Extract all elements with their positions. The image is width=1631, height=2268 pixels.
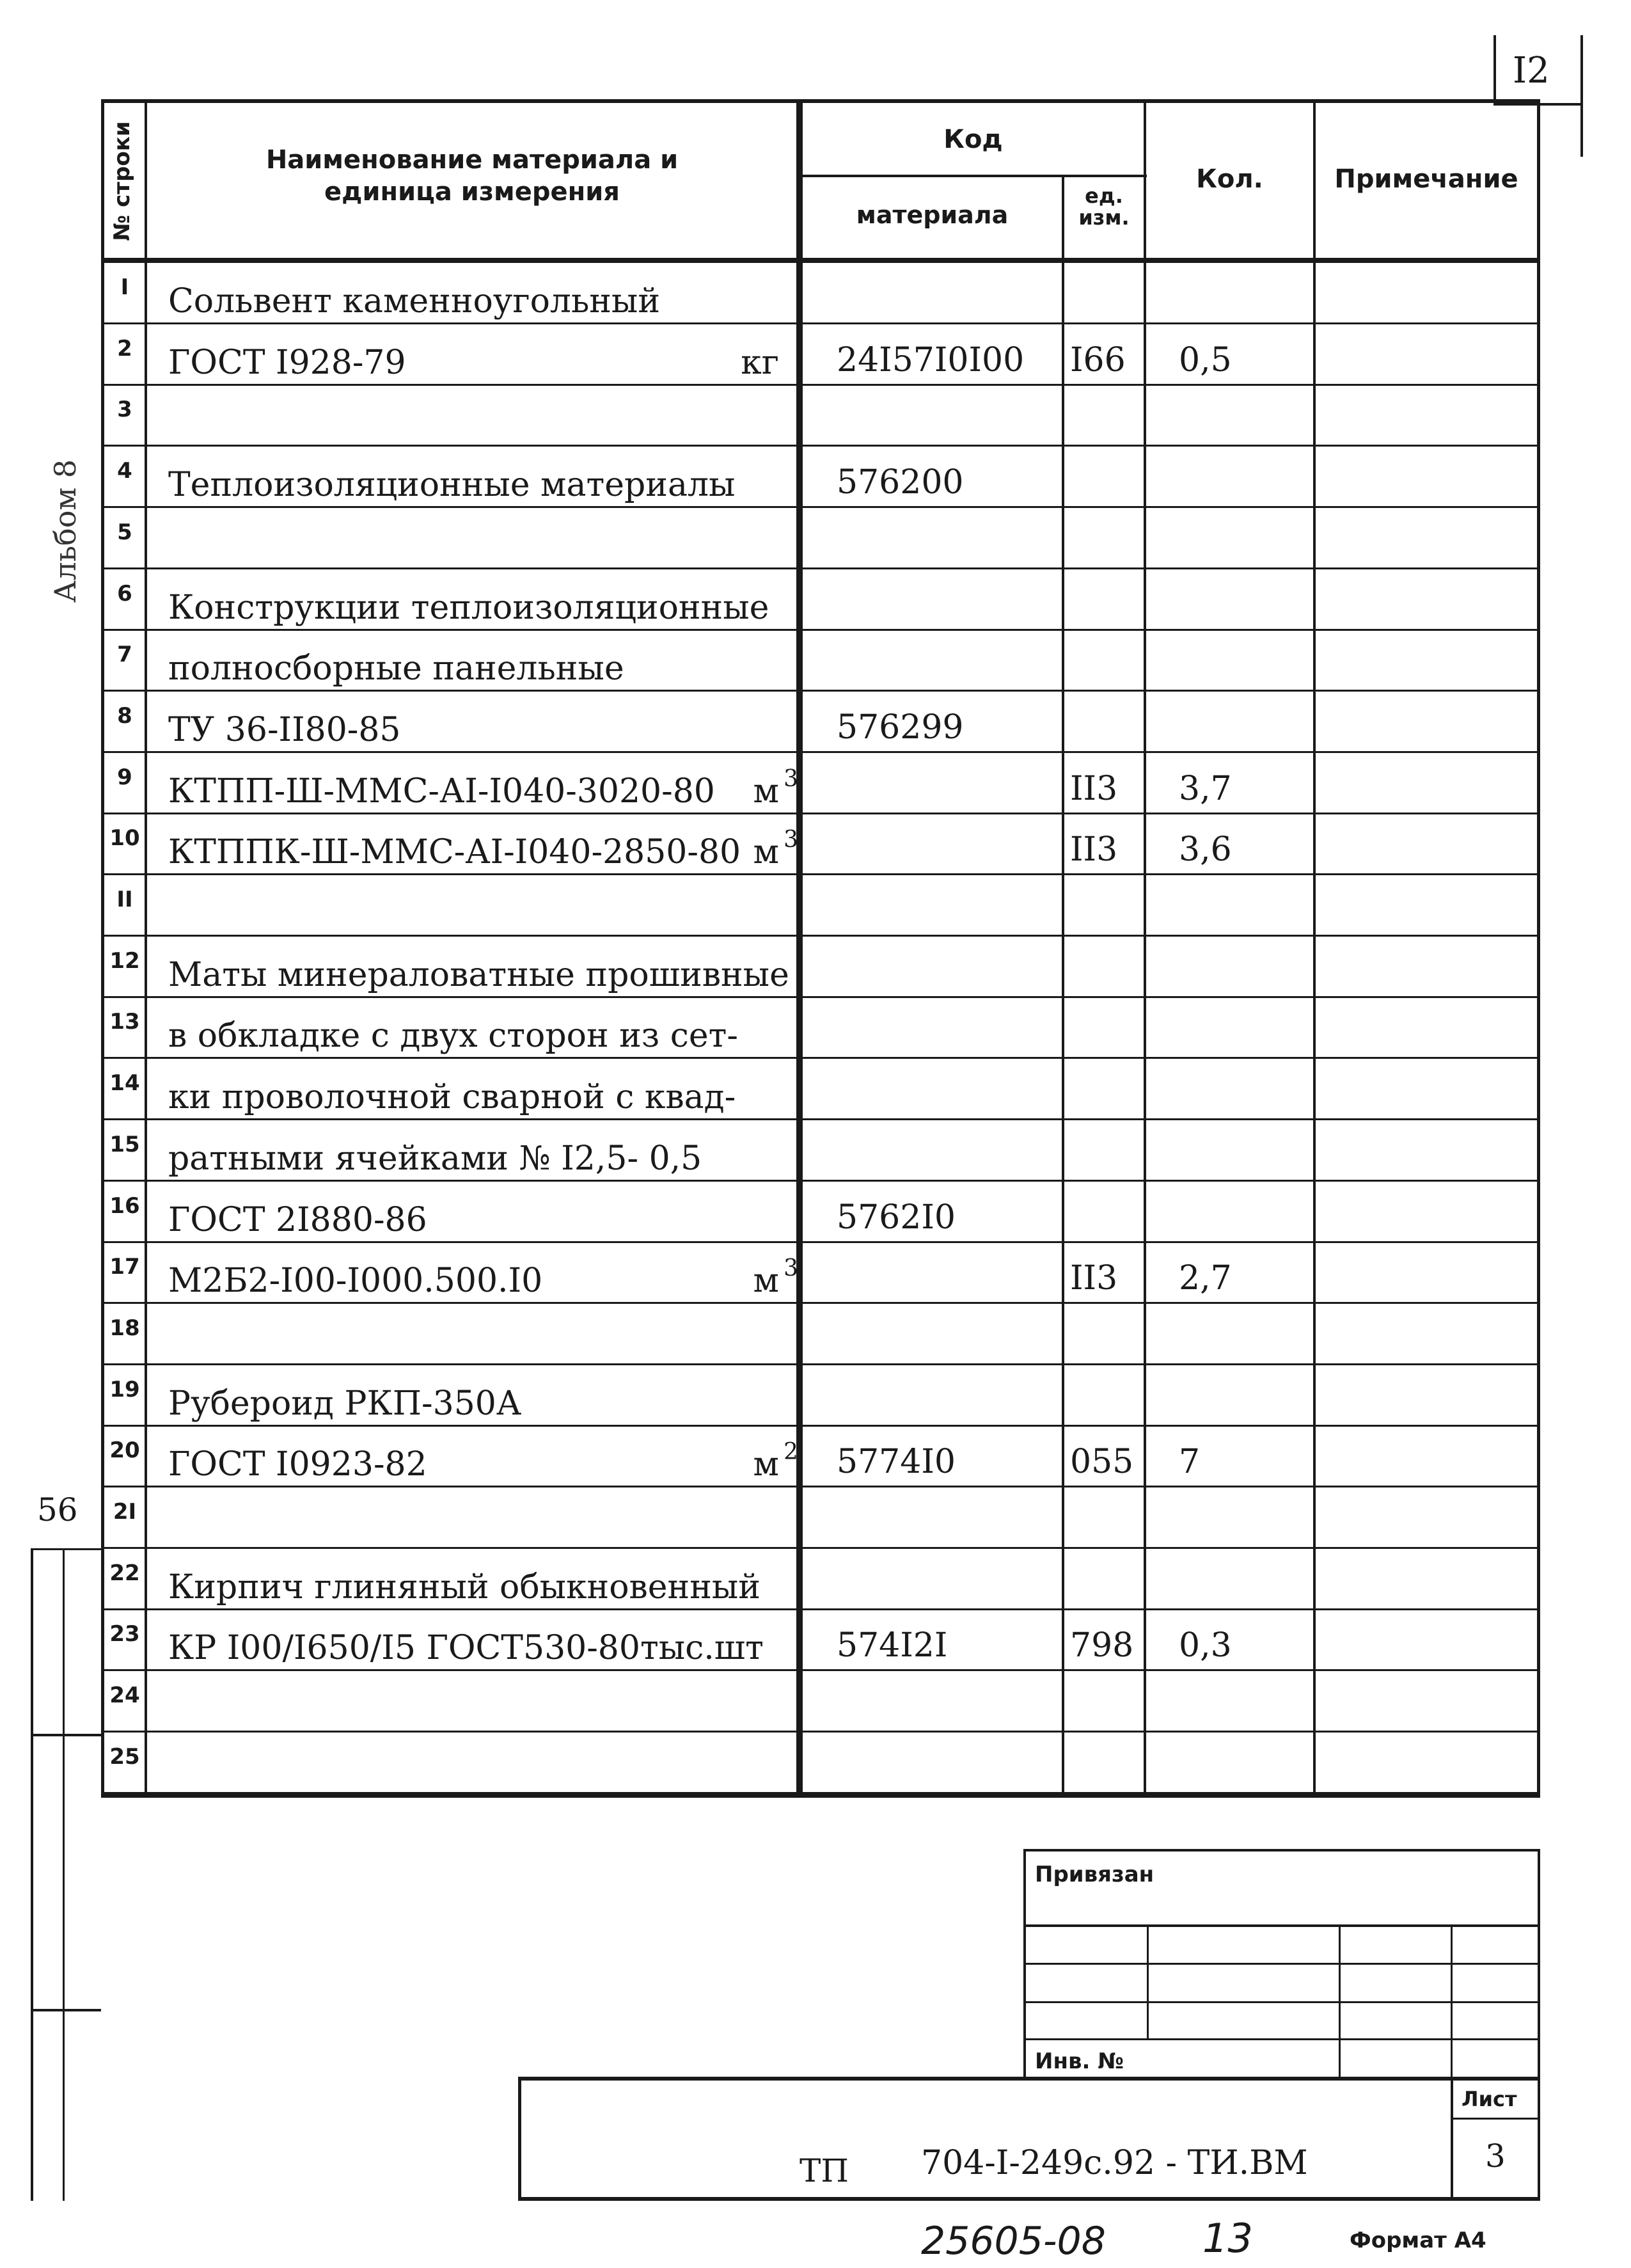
row-number: 17 — [109, 1254, 140, 1280]
unit-code: II3 — [1070, 830, 1118, 869]
title-block — [518, 1849, 1540, 2201]
stamp-doc-code: 704-I-249с.92 - ТИ.ВМ — [921, 2144, 1308, 2182]
row-number: 12 — [109, 948, 140, 974]
quantity: 7 — [1179, 1443, 1201, 1481]
material-name: Теплоизоляционные материалы — [168, 466, 736, 504]
unit-label: м — [753, 833, 779, 871]
row-number: 4 — [117, 458, 132, 484]
quantity: 0,3 — [1179, 1626, 1232, 1665]
row-number: 9 — [117, 765, 132, 790]
table-row — [101, 997, 1540, 1059]
table-row — [101, 1059, 1540, 1120]
row-number: 5 — [117, 519, 132, 545]
unit-label: кг — [741, 344, 779, 382]
unit-code: 055 — [1070, 1443, 1134, 1481]
footer-serial: 25605-08 — [921, 2219, 1106, 2264]
header-code-unit: ед. изм. — [1078, 184, 1130, 230]
material-code: 5762I0 — [837, 1198, 956, 1237]
row-number: 18 — [109, 1315, 140, 1341]
table-row — [101, 937, 1540, 998]
material-name: Кирпич глиняный обыкновенный — [168, 1568, 760, 1606]
material-name: КТППК-Ш-ММС-АI-I040-2850-80 — [168, 833, 741, 871]
row-number: 23 — [109, 1621, 140, 1647]
table-row — [101, 1426, 1540, 1487]
row-number: 19 — [109, 1377, 140, 1402]
header-code-material: материала — [856, 201, 1009, 229]
material-code: 576200 — [837, 463, 964, 502]
material-code: 5774I0 — [837, 1443, 956, 1481]
material-name: Сольвент каменноугольный — [168, 282, 660, 321]
material-code: 576299 — [837, 708, 964, 747]
table-row — [101, 1365, 1540, 1427]
unit-code: I66 — [1070, 341, 1126, 379]
row-number: 2 — [117, 336, 132, 361]
table-row — [101, 447, 1540, 508]
material-name: М2Б2-I00-I000.500.I0 — [168, 1262, 543, 1300]
table-row — [101, 508, 1540, 569]
unit-label: м — [753, 772, 779, 811]
table-row — [101, 1733, 1540, 1794]
table-row — [101, 875, 1540, 937]
row-number: I — [120, 274, 129, 300]
row-number: 20 — [109, 1438, 140, 1463]
table-body — [101, 263, 1540, 1794]
unit-code: II3 — [1070, 1259, 1118, 1297]
row-number: 16 — [109, 1193, 140, 1219]
quantity: 0,5 — [1179, 341, 1232, 379]
page-number: I2 — [1513, 50, 1550, 91]
table-row — [101, 1120, 1540, 1182]
material-name: Рубероид РКП-350А — [168, 1384, 522, 1423]
stamp-sheet-number: 3 — [1485, 2137, 1506, 2175]
unit-label: м — [753, 1445, 779, 1484]
row-number: 24 — [109, 1683, 140, 1708]
quantity: 3,6 — [1179, 830, 1232, 869]
header-name: Наименование материала и единица измерения — [265, 145, 679, 207]
row-number: 2I — [113, 1499, 137, 1525]
page-number-box — [1493, 35, 1583, 106]
table-row — [101, 263, 1540, 324]
material-name: ки проволочной сварной с квад- — [168, 1078, 736, 1116]
footer-page: 13 — [1202, 2215, 1253, 2262]
row-number: 7 — [117, 642, 132, 667]
table-row — [101, 324, 1540, 386]
unit-label: м — [753, 1262, 779, 1300]
header-row-no: № строки — [109, 121, 135, 241]
table-row — [101, 1242, 1540, 1304]
album-label: Альбом 8 — [48, 459, 83, 603]
unit-exponent: 2 — [784, 1439, 798, 1465]
stamp-sheet-label: Лист — [1462, 2087, 1517, 2111]
material-code: 574I2I — [837, 1626, 948, 1665]
row-number: 25 — [109, 1744, 140, 1770]
header-note: Примечание — [1334, 164, 1518, 194]
material-name: ТУ 36-II80-85 — [168, 711, 401, 749]
row-number: 14 — [109, 1070, 140, 1096]
stamp-doc-prefix: ТП — [800, 2152, 849, 2189]
row-number: 3 — [117, 397, 132, 422]
row-number: 6 — [117, 581, 132, 607]
table-row — [101, 814, 1540, 875]
table-row — [101, 569, 1540, 631]
material-name: КР I00/I650/I5 ГОСТ530-80тыс.шт — [168, 1629, 764, 1667]
unit-code: II3 — [1070, 770, 1118, 808]
table-row — [101, 1671, 1540, 1733]
table-row — [101, 1549, 1540, 1610]
material-name: полносборные панельные — [168, 649, 624, 688]
material-name: Конструкции теплоизоляционные — [168, 589, 769, 627]
table-row — [101, 753, 1540, 814]
table-row — [101, 1610, 1540, 1671]
header-qty: Кол. — [1196, 164, 1263, 194]
table-row — [101, 630, 1540, 692]
unit-code: 798 — [1070, 1626, 1134, 1665]
material-code: 24I57I0I00 — [837, 341, 1025, 379]
material-name: ГОСТ I0923-82 — [168, 1445, 427, 1484]
material-name: Маты минераловатные прошивные — [168, 956, 789, 994]
unit-exponent: 3 — [784, 1255, 798, 1281]
row-number: 10 — [109, 825, 140, 851]
table-row — [101, 1182, 1540, 1243]
footer-format: Формат А4 — [1350, 2228, 1486, 2253]
stamp-linked-label: Привязан — [1035, 1862, 1154, 1887]
margin-number: 56 — [37, 1491, 78, 1528]
table-row — [101, 1304, 1540, 1365]
material-name: ГОСТ 2I880-86 — [168, 1201, 427, 1239]
unit-exponent: 3 — [784, 766, 798, 792]
material-name: в обкладке с двух сторон из сет- — [168, 1017, 738, 1055]
material-name: КТПП-Ш-ММС-АI-I040-3020-80 — [168, 772, 715, 811]
material-name: ГОСТ I928-79 — [168, 344, 406, 382]
row-number: 22 — [109, 1560, 140, 1586]
table-row — [101, 385, 1540, 447]
row-number: II — [116, 887, 133, 912]
header-code: Код — [943, 125, 1003, 154]
material-name: ратными ячейками № I2,5- 0,5 — [168, 1139, 702, 1178]
quantity: 3,7 — [1179, 770, 1232, 808]
table-row — [101, 692, 1540, 753]
row-number: 13 — [109, 1009, 140, 1035]
materials-table — [101, 99, 1540, 1798]
margin-stamp — [31, 1548, 101, 2201]
unit-exponent: 3 — [784, 827, 798, 853]
row-number: 15 — [109, 1132, 140, 1157]
quantity: 2,7 — [1179, 1259, 1232, 1297]
table-row — [101, 1487, 1540, 1549]
row-number: 8 — [117, 703, 132, 729]
stamp-inv-label: Инв. № — [1035, 2049, 1124, 2074]
